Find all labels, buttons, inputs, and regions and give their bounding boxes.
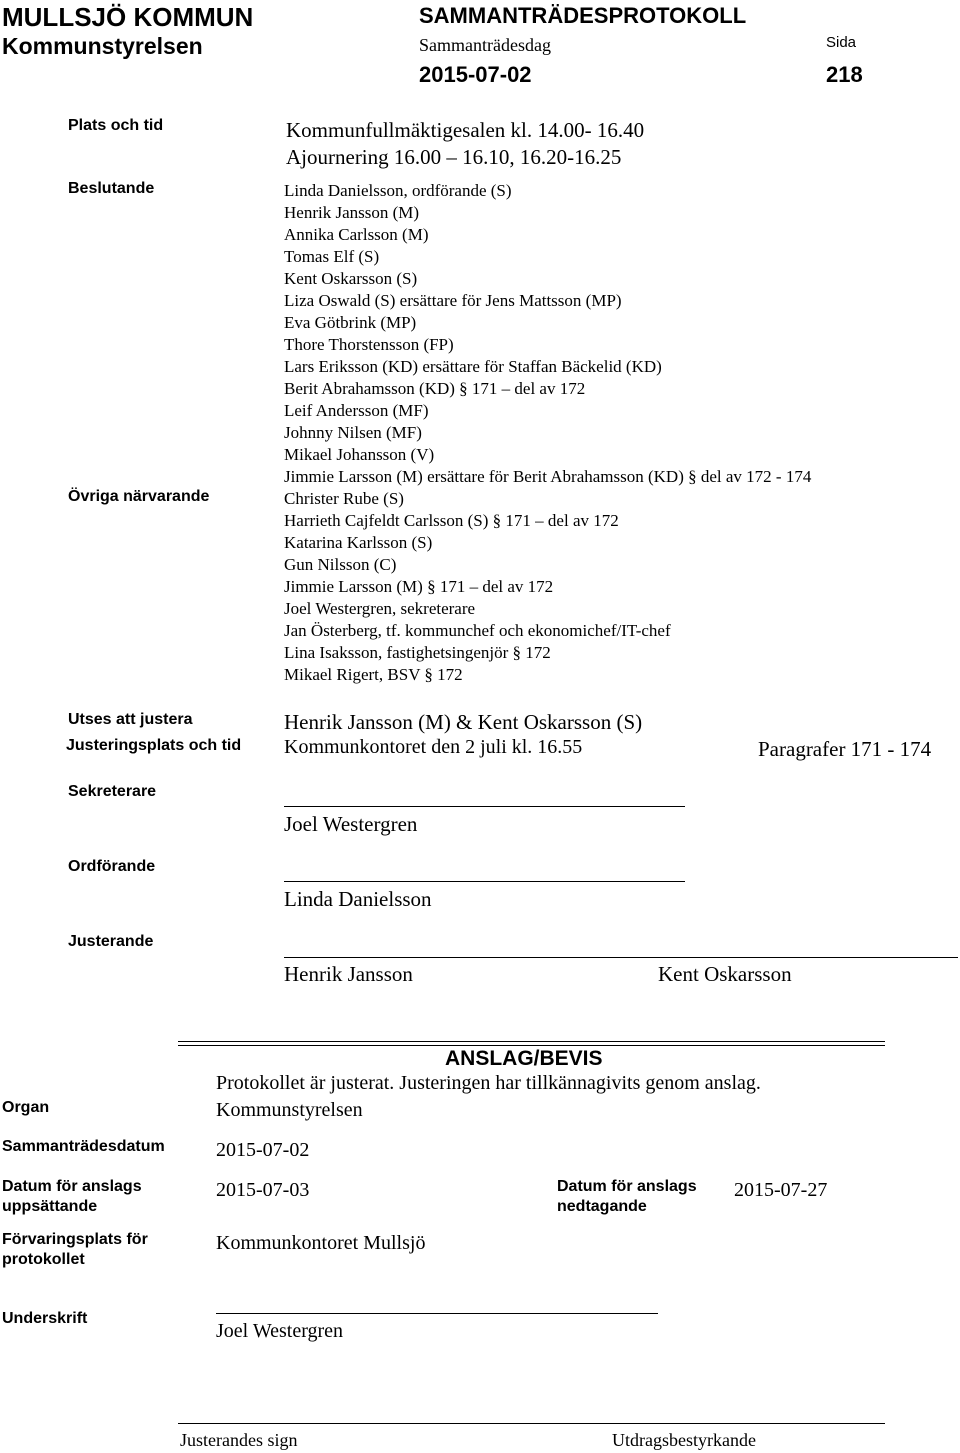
adjust-place-label: Justeringsplats och tid <box>66 737 242 754</box>
attendee-row: Leif Andersson (MF) <box>284 401 429 420</box>
organ-value: Kommunstyrelsen <box>216 1099 363 1121</box>
attendee-row: Eva Götbrink (MP) <box>284 313 417 332</box>
adjuster-label: Justerande <box>68 933 154 950</box>
chair-label: Ordförande <box>68 858 156 875</box>
storage-value: Kommunkontoret Mullsjö <box>216 1232 426 1254</box>
adjusters-label: Utses att justera <box>68 711 193 728</box>
secretary-signature-line <box>284 806 685 807</box>
attendee-row: Mikael Rigert, BSV § 172 <box>284 665 463 684</box>
attendee-row: Jimmie Larsson (M) § 171 – del av 172 <box>284 577 554 596</box>
place-line-2: Ajournering 16.00 – 16.10, 16.20-16.25 <box>286 145 622 169</box>
page-number: 218 <box>826 62 863 87</box>
removed-date-label-2: nedtagande <box>557 1198 647 1215</box>
removed-date-value: 2015-07-27 <box>734 1179 828 1201</box>
chair-name: Linda Danielsson <box>284 887 432 911</box>
storage-label-1: Förvaringsplats för <box>2 1231 148 1248</box>
adjuster-name-2: Kent Oskarsson <box>658 962 792 986</box>
notice-statement: Protokollet är justerat. Justeringen har tillkännagivits genom anslag. <box>216 1072 761 1094</box>
notice-signature-name: Joel Westergren <box>216 1320 344 1342</box>
attendee-list <box>284 180 811 686</box>
posted-date-label-1: Datum för anslags <box>2 1178 142 1195</box>
attendee-row: Annika Carlsson (M) <box>284 225 429 244</box>
adjusters-sign-label: Justerandes sign <box>180 1430 298 1450</box>
meeting-date: 2015-07-02 <box>419 62 532 87</box>
notice-top-rule <box>178 1041 885 1046</box>
notice-signature-line <box>216 1313 658 1314</box>
storage-label-2: protokollet <box>2 1251 85 1268</box>
footer-rule <box>178 1423 885 1424</box>
attendee-row: Linda Danielsson, ordförande (S) <box>284 181 512 200</box>
meeting-date-value-notice: 2015-07-02 <box>216 1139 310 1161</box>
attendee-row: Harrieth Cajfeldt Carlsson (S) § 171 – del av 172 <box>284 511 619 530</box>
adjusters-value: Henrik Jansson (M) & Kent Oskarsson (S) <box>284 710 643 734</box>
attendee-row: Kent Oskarsson (S) <box>284 269 418 288</box>
adjuster-name-1: Henrik Jansson <box>284 962 413 986</box>
adjuster-signature-line <box>284 957 958 958</box>
attendee-row: Mikael Johansson (V) <box>284 445 435 464</box>
attendee-row: Jan Österberg, tf. kommunchef och ekonomichef/IT-chef <box>284 621 671 640</box>
attendee-row: Gun Nilsson (C) <box>284 555 397 574</box>
paragraphs-value: Paragrafer 171 - 174 <box>758 737 932 761</box>
others-present-label: Övriga närvarande <box>68 488 210 505</box>
attendee-row: Christer Rube (S) <box>284 489 404 508</box>
attendee-row: Lina Isaksson, fastighetsingenjör § 172 <box>284 643 551 662</box>
attendee-row: Berit Abrahamsson (KD) § 171 – del av 172 <box>284 379 586 398</box>
attendee-row: Joel Westergren, sekreterare <box>284 599 476 618</box>
attendee-row: Johnny Nilsen (MF) <box>284 423 422 442</box>
board-name: Kommunstyrelsen <box>2 33 203 59</box>
removed-date-label-1: Datum för anslags <box>557 1178 697 1195</box>
posted-date-label-2: uppsättande <box>2 1198 98 1215</box>
attendee-row: Lars Eriksson (KD) ersättare för Staffan Bäckelid (KD) <box>284 357 662 376</box>
attendee-row: Thore Thorstensson (FP) <box>284 335 454 354</box>
signature-label: Underskrift <box>2 1310 88 1327</box>
place-label: Plats och tid <box>68 117 164 134</box>
municipality-name: MULLSJÖ KOMMUN <box>2 2 254 32</box>
attendee-row: Tomas Elf (S) <box>284 247 380 266</box>
attendee-row: Katarina Karlsson (S) <box>284 533 433 552</box>
attendee-row: Henrik Jansson (M) <box>284 203 420 222</box>
adjust-place-value: Kommunkontoret den 2 juli kl. 16.55 <box>284 736 583 758</box>
secretary-label: Sekreterare <box>68 783 157 800</box>
deciding-label: Beslutande <box>68 180 155 197</box>
document-title: SAMMANTRÄDESPROTOKOLL <box>419 3 747 28</box>
attendee-row: Liza Oswald (S) ersättare för Jens Mattsson (MP) <box>284 291 622 310</box>
meeting-date-label: Sammanträdesdag <box>419 35 551 55</box>
chair-signature-line <box>284 881 685 882</box>
place-line-1: Kommunfullmäktigesalen kl. 14.00- 16.40 <box>286 118 645 142</box>
posted-date-value: 2015-07-03 <box>216 1179 310 1201</box>
meeting-date-label-notice: Sammanträdesdatum <box>2 1138 165 1155</box>
page-label: Sida <box>826 34 857 51</box>
notice-title: ANSLAG/BEVIS <box>445 1047 603 1070</box>
organ-label: Organ <box>2 1099 50 1116</box>
secretary-name: Joel Westergren <box>284 812 418 836</box>
attendee-row: Jimmie Larsson (M) ersättare för Berit Abrahamsson (KD) § del av 172 - 174 <box>284 467 812 486</box>
extract-certification-label: Utdragsbestyrkande <box>612 1430 756 1450</box>
